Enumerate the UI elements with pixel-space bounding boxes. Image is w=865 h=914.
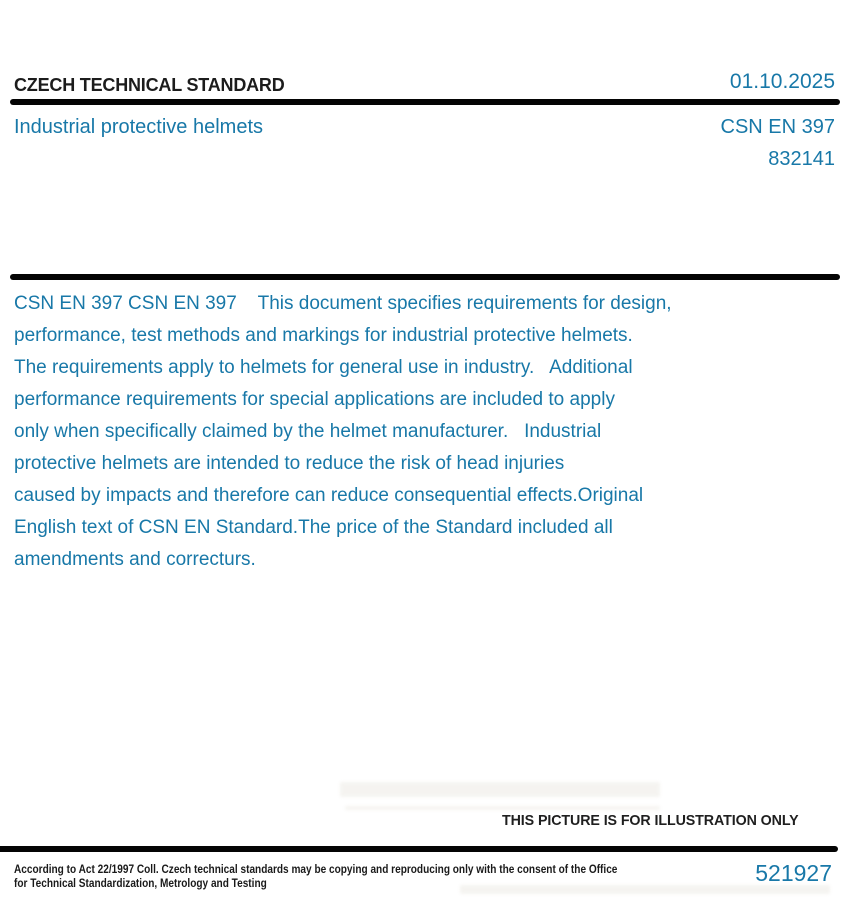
faint-watermark-artifact <box>340 782 660 797</box>
abstract-line: performance requirements for special applications are included to apply <box>14 389 615 410</box>
abstract-line: protective helmets are intended to reduce the risk of head injuries <box>14 453 565 474</box>
standard-subject: Industrial protective helmets <box>14 116 264 138</box>
document-number: 521927 <box>755 860 832 886</box>
standard-code: CSN EN 397 <box>720 116 835 138</box>
faint-watermark-artifact <box>345 806 660 810</box>
copyright-line-2: for Technical Standardization, Metrology and Testing <box>14 875 267 890</box>
abstract-text <box>14 288 672 576</box>
page-title: CZECH TECHNICAL STANDARD <box>14 75 285 95</box>
copyright-line-1: According to Act 22/1997 Coll. Czech technical standards may be copying and reproducing only with the consent of the Office <box>14 862 618 876</box>
copyright-notice <box>14 863 617 890</box>
standard-class-number: 832141 <box>768 148 835 170</box>
abstract-line: The requirements apply to helmets for general use in industry. Additional <box>14 357 633 378</box>
abstract-line: amendments and correcturs. <box>14 549 256 570</box>
illustration-disclaimer: THIS PICTURE IS FOR ILLUSTRATION ONLY <box>502 812 799 829</box>
issue-date: 01.10.2025 <box>729 70 835 93</box>
body-rule <box>10 274 840 280</box>
abstract-line: caused by impacts and therefore can reduce consequential effects.Original <box>14 485 644 506</box>
abstract-line: English text of CSN EN Standard.The price of the Standard included all <box>14 517 613 538</box>
abstract-line: performance, test methods and markings for industrial protective helmets. <box>14 325 633 346</box>
header-rule <box>10 99 840 105</box>
abstract-line: only when specifically claimed by the helmet manufacturer. Industrial <box>14 421 602 442</box>
abstract-line: CSN EN 397 CSN EN 397 This document specifies requirements for design, <box>14 293 672 314</box>
footer-rule <box>0 846 838 852</box>
